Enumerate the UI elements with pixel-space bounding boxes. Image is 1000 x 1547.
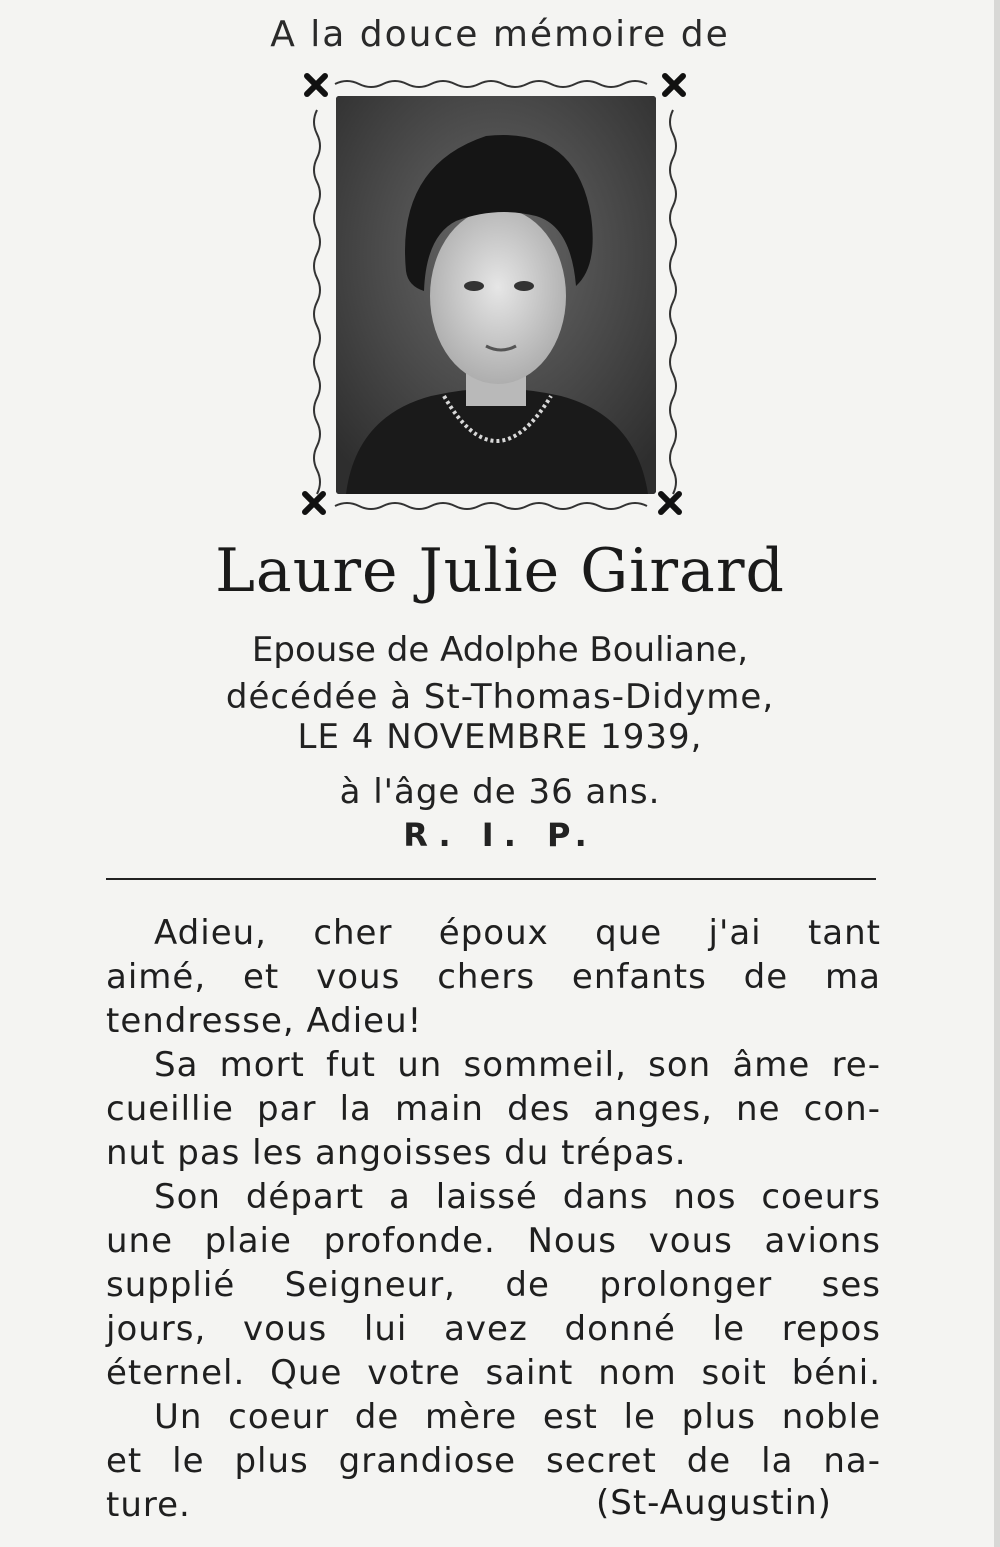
text-line: supplié Seigneur, de prolonger ses: [106, 1265, 881, 1305]
text-line: et le plus grandiose secret de la na-: [106, 1441, 881, 1481]
text-line: Sa mort fut un sommeil, son âme re-: [154, 1045, 881, 1085]
text-line: Un coeur de mère est le plus noble: [154, 1397, 881, 1437]
text-line: ture.: [106, 1485, 191, 1525]
text-line: éternel. Que votre saint nom soit béni.: [106, 1353, 881, 1393]
text-line: une plaie profonde. Nous vous avions: [106, 1221, 881, 1261]
portrait-photo: [336, 96, 656, 494]
divider: [106, 878, 876, 880]
spouse-line: Epouse de Adolphe Bouliane,: [251, 630, 749, 670]
memorial-heading: A la douce mémoire de: [270, 14, 730, 55]
age-line: à l'âge de 36 ans.: [339, 772, 661, 812]
death-place-line: décédée à St-Thomas-Didyme,: [225, 677, 775, 717]
text-line: nut pas les angoisses du trépas.: [106, 1133, 687, 1173]
deceased-name: Laure Julie Girard: [215, 536, 785, 606]
attribution: (St-Augustin): [596, 1483, 832, 1523]
text-line: tendresse, Adieu!: [106, 1001, 423, 1041]
text-line: aimé, et vous chers enfants de ma: [106, 957, 881, 997]
text-line: jours, vous lui avez donné le repos: [106, 1309, 881, 1349]
text-line: Son départ a laissé dans nos coeurs: [154, 1177, 881, 1217]
text-line: Adieu, cher époux que j'ai tant: [154, 913, 881, 953]
death-date-line: LE 4 NOVEMBRE 1939,: [297, 717, 703, 757]
text-line: cueillie par la main des anges, ne con-: [106, 1089, 881, 1129]
rip-line: R. I. P.: [403, 816, 597, 854]
